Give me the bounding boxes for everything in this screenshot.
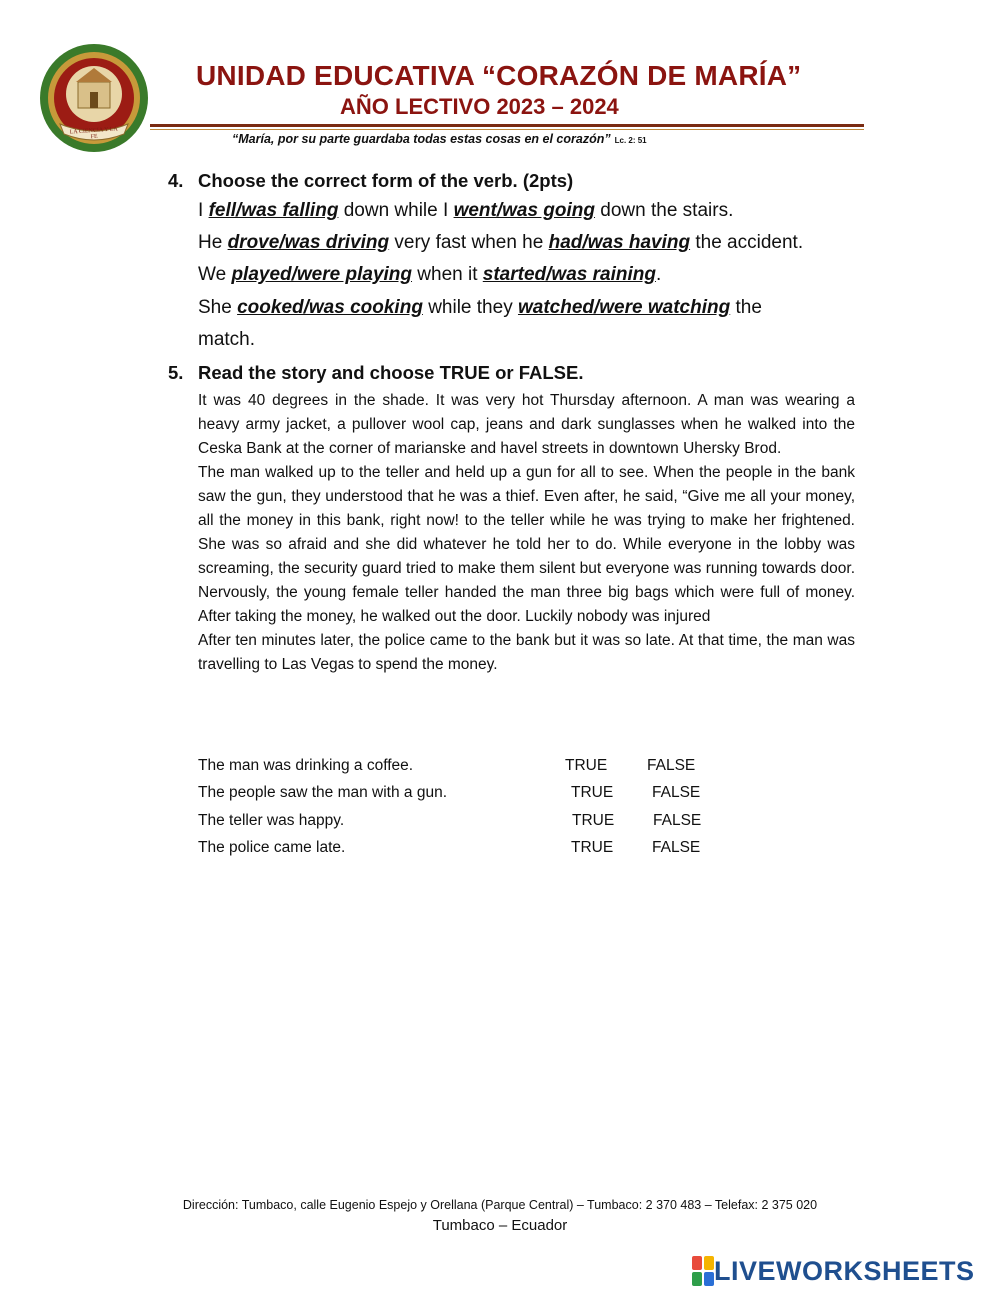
logo-ribbon-text: LA CIENCIA Y LA FE <box>69 126 118 141</box>
section-number: 5. <box>168 362 184 383</box>
school-name: UNIDAD EDUCATIVA “CORAZÓN DE MARÍA” <box>196 60 802 91</box>
false-option[interactable]: FALSE <box>647 757 696 774</box>
statement-row <box>198 757 413 775</box>
story-text <box>198 389 855 677</box>
statement-row <box>198 812 344 830</box>
school-logo <box>38 42 150 154</box>
sentence-text: I <box>198 200 209 221</box>
section-number: 4. <box>168 170 184 191</box>
verb-option[interactable]: played/were playing <box>231 264 413 285</box>
section-title-text: Read the story and choose TRUE or FALSE. <box>198 362 584 383</box>
quote-text: “María, por su parte guardaba todas estas cosas en el corazón” <box>232 132 611 146</box>
sentence-text: He <box>198 232 228 253</box>
story-paragraph: It was 40 degrees in the shade. It was very hot Thursday afternoon. A man was wearing a heavy army jacket, a pullover wool cap, jeans and dark sunglasses when he walked into the Ceska Bank at the corner of marianske and havel streets in downtown Uhersky Brod. <box>198 392 855 457</box>
verb-option[interactable]: drove/was driving <box>227 232 390 253</box>
statement-text: The police came late. <box>198 839 346 856</box>
section-title-text: Choose the correct form of the verb. (2pts) <box>198 170 574 191</box>
sentence-text: She <box>198 297 238 318</box>
liveworksheets-badge-icon <box>692 1256 714 1286</box>
verb-option[interactable]: cooked/was cooking <box>237 297 423 318</box>
sentence-text: down while I <box>338 200 454 221</box>
story-paragraph: The man walked up to the teller and held up a gun for all to see. When the people in the bank saw the gun, they understood that he was a thief. Even after, he said, “Give me all your money, all the money in this bank, right now! to the teller while he was trying to make her frightened. She was so afraid and she did whatever he told her to do. While everyone in the lobby was screaming, the security guard tried to make them silent but everyone was running towards door. Nervously, the young female teller handed the man three big bags which were full of money. After taking the money, he walked out the door. Luckily nobody was injured <box>198 464 855 625</box>
story-paragraph: After ten minutes later, the police came to the bank but it was so late. At that time, the man was travelling to Las Vegas to spend the money. <box>198 632 855 673</box>
verb-sentence <box>198 264 661 286</box>
sentence-text: while they <box>422 297 518 318</box>
motto-quote <box>232 132 647 146</box>
true-option[interactable]: TRUE <box>572 812 615 829</box>
verb-option[interactable]: fell/was falling <box>208 200 339 221</box>
verb-option[interactable]: went/was going <box>453 200 596 221</box>
sentence-text: very fast when he <box>389 232 549 253</box>
true-option[interactable]: TRUE <box>571 839 614 856</box>
footer-address: Dirección: Tumbaco, calle Eugenio Espejo y Orellana (Parque Central) – Tumbaco: 2 370 483 – Telefax: 2 375 020 <box>182 1198 818 1212</box>
verb-option[interactable]: watched/were watching <box>517 297 731 318</box>
verb-sentence <box>198 200 733 222</box>
sentence-text: the accident. <box>690 232 804 253</box>
header-rule-thin <box>150 129 864 130</box>
sentence-text: . <box>655 264 662 285</box>
section-4-title <box>168 170 573 192</box>
sentence-text: the <box>730 297 762 318</box>
verb-sentence <box>198 232 803 254</box>
statement-text: The teller was happy. <box>198 812 345 829</box>
verb-option[interactable]: had/was having <box>548 232 691 253</box>
statement-text: The people saw the man with a gun. <box>198 784 448 801</box>
header-rule <box>150 124 864 127</box>
verb-option[interactable]: started/was raining <box>482 264 656 285</box>
statement-row <box>198 839 345 857</box>
true-option[interactable]: TRUE <box>571 784 614 801</box>
sentence-text: down the stairs. <box>595 200 734 221</box>
sentence-continuation: match. <box>198 329 256 350</box>
liveworksheets-logo <box>692 1255 975 1287</box>
sentence-text: We <box>198 264 232 285</box>
statement-row <box>198 784 447 802</box>
section-5-title <box>168 362 583 384</box>
verb-sentence <box>198 297 762 319</box>
false-option[interactable]: FALSE <box>652 839 701 856</box>
footer-city: Tumbaco – Ecuador <box>432 1217 568 1234</box>
true-option[interactable]: TRUE <box>565 757 608 774</box>
false-option[interactable]: FALSE <box>652 784 701 801</box>
statement-text: The man was drinking a coffee. <box>198 757 414 774</box>
school-year: AÑO LECTIVO 2023 – 2024 <box>340 94 619 119</box>
false-option[interactable]: FALSE <box>653 812 702 829</box>
sentence-text: when it <box>412 264 483 285</box>
quote-reference: Lc. 2: 51 <box>614 136 647 145</box>
liveworksheets-wordmark: LIVEWORKSHEETS <box>714 1255 975 1286</box>
